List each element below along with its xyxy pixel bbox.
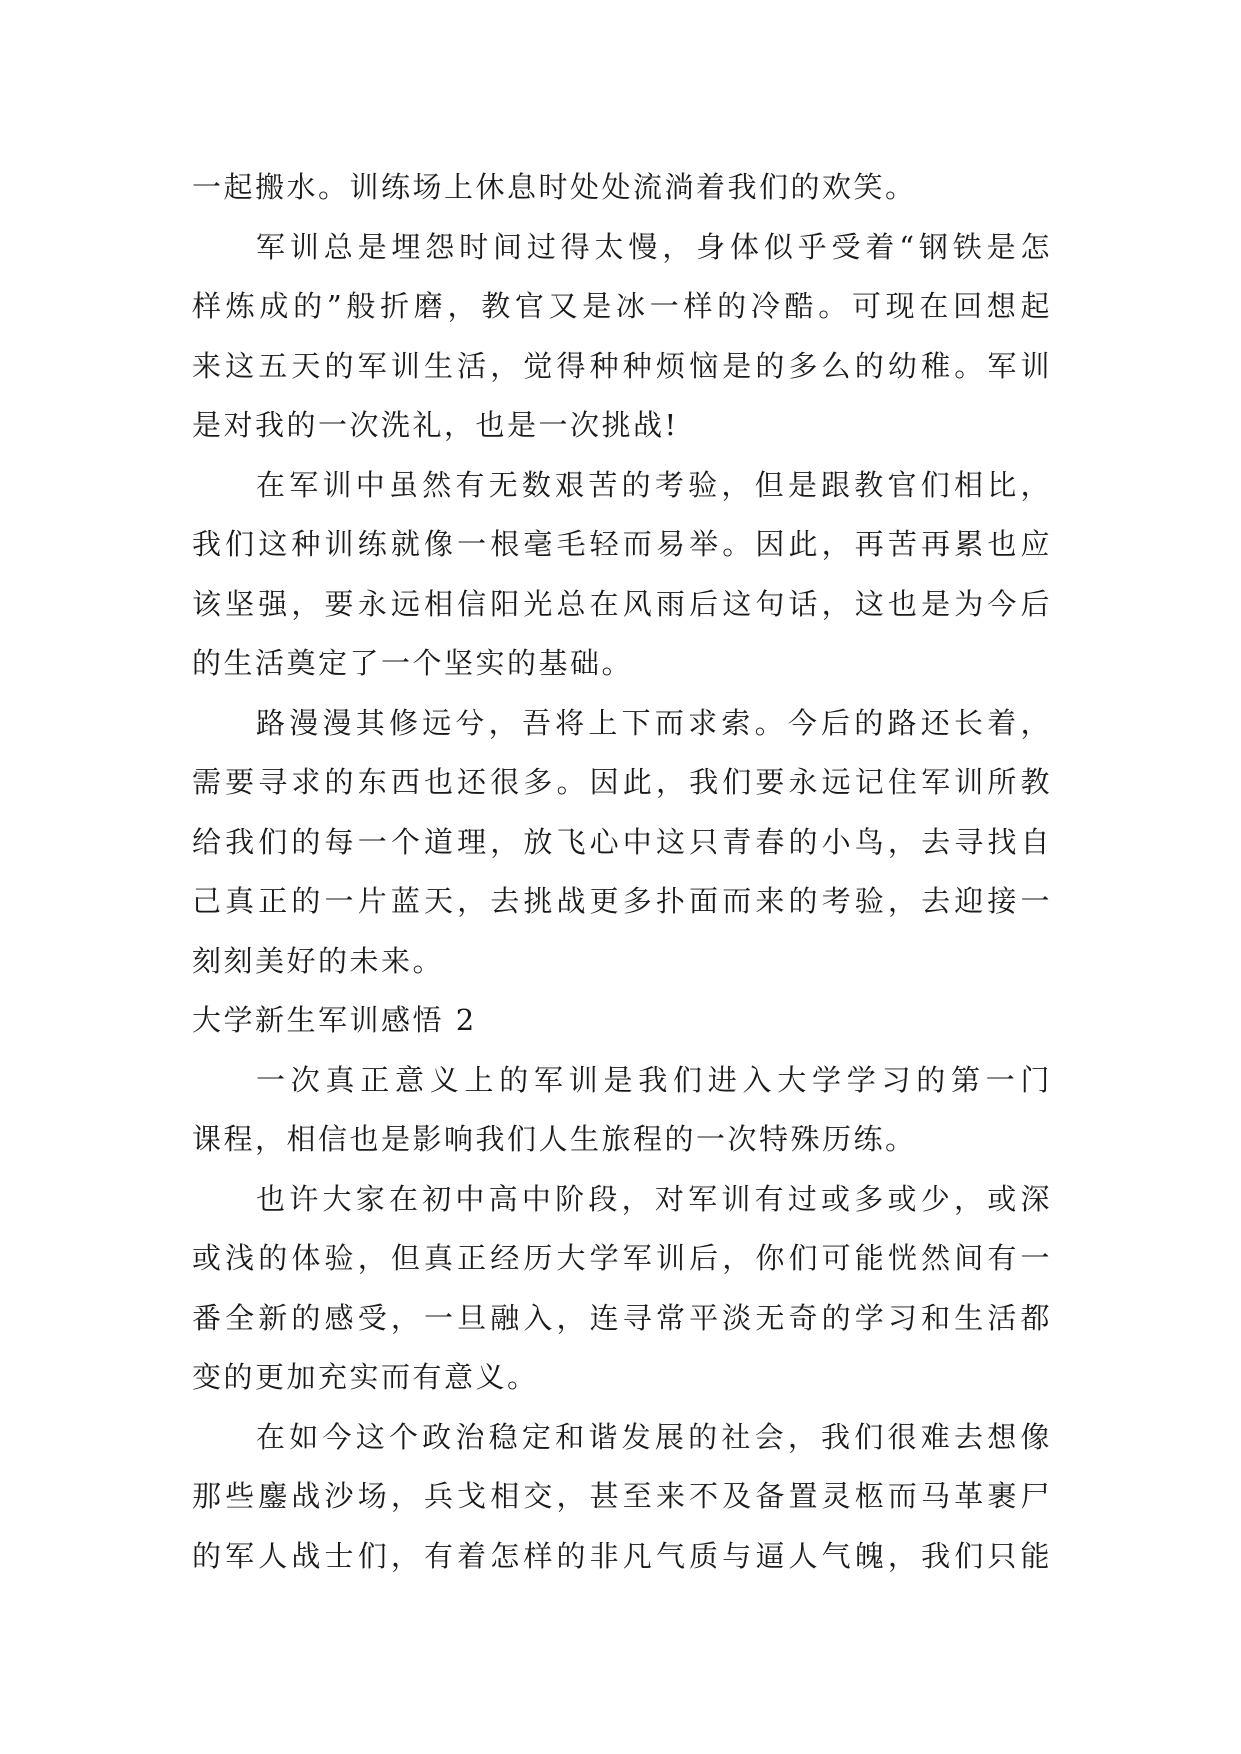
paragraph-line: 的军人战士们，有着怎样的非凡气质与逼人气魄，我们只能 bbox=[192, 1538, 1052, 1573]
paragraph-line: 一起搬水。训练场上休息时处处流淌着我们的欢笑。 bbox=[192, 170, 917, 204]
section-heading: 大学新生军训感悟 2 bbox=[192, 1003, 477, 1037]
paragraph-line: 军训总是埋怨时间过得太慢，身体似乎受着“钢铁是怎 bbox=[256, 229, 1052, 264]
paragraph bbox=[192, 456, 1052, 694]
paragraph-line: 来这五天的军训生活，觉得种种烦恼是的多么的幼稚。军训 bbox=[192, 348, 1052, 383]
document-body bbox=[192, 158, 1052, 1586]
paragraph-line: 我们这种训练就像一根毫毛轻而易举。因此，再苦再累也应 bbox=[192, 527, 1052, 561]
paragraph-line: 或浅的体验，但真正经历大学军训后，你们可能恍然间有一 bbox=[192, 1241, 1052, 1275]
paragraph-line: 变的更加充实而有意义。 bbox=[192, 1360, 539, 1394]
paragraph bbox=[192, 1170, 1052, 1408]
paragraph-line: 是对我的一次洗礼，也是一次挑战! bbox=[192, 408, 679, 442]
paragraph bbox=[192, 218, 1052, 456]
paragraph-line: 样炼成的”般折磨，教官又是冰一样的冷酷。可现在回想起 bbox=[192, 289, 1052, 323]
paragraph bbox=[192, 694, 1052, 992]
paragraph-line: 那些鏖战沙场，兵戈相交，甚至来不及备置灵柩而马革裹尸 bbox=[192, 1479, 1052, 1513]
paragraph-line: 该坚强，要永远相信阳光总在风雨后这句话，这也是为今后 bbox=[192, 586, 1052, 621]
paragraph-line: 番全新的感受，一旦融入，连寻常平淡无奇的学习和生活都 bbox=[192, 1300, 1052, 1335]
paragraph-line: 课程，相信也是影响我们人生旅程的一次特殊历练。 bbox=[192, 1122, 917, 1156]
paragraph bbox=[192, 1051, 1052, 1170]
paragraph-line: 也许大家在初中高中阶段，对军训有过或多或少，或深 bbox=[256, 1181, 1052, 1216]
paragraph-line: 需要寻求的东西也还很多。因此，我们要永远记住军训所教 bbox=[192, 765, 1052, 799]
paragraph-line: 给我们的每一个道理，放飞心中这只青春的小鸟，去寻找自 bbox=[192, 824, 1052, 859]
paragraph-line: 路漫漫其修远兮，吾将上下而求索。今后的路还长着， bbox=[256, 705, 1052, 740]
paragraph-line: 刻刻美好的未来。 bbox=[192, 943, 445, 978]
paragraph-line: 一次真正意义上的军训是我们进入大学学习的第一门 bbox=[256, 1062, 1052, 1097]
paragraph-line: 在军训中虽然有无数艰苦的考验，但是跟教官们相比， bbox=[256, 467, 1052, 502]
paragraph-line: 己真正的一片蓝天，去挑战更多扑面而来的考验，去迎接一 bbox=[192, 884, 1052, 918]
paragraph bbox=[192, 158, 1052, 218]
paragraph bbox=[192, 1408, 1052, 1587]
paragraph-line: 的生活奠定了一个坚实的基础。 bbox=[192, 646, 634, 680]
paragraph-line: 在如今这个政治稳定和谐发展的社会，我们很难去想像 bbox=[256, 1419, 1052, 1454]
